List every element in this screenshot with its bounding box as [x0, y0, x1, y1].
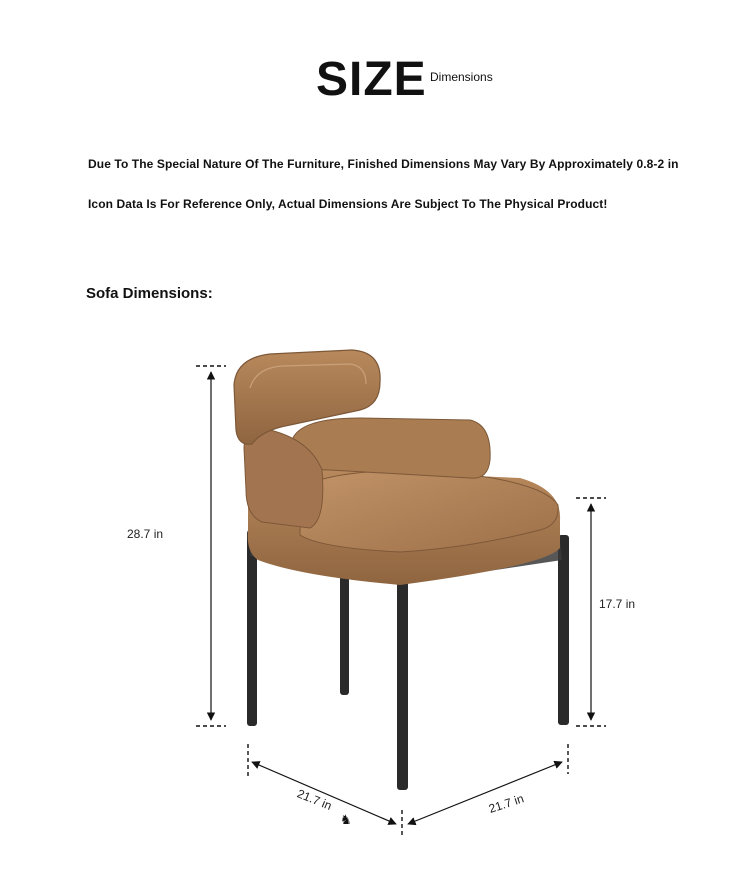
note-reference: Icon Data Is For Reference Only, Actual Dimensions Are Subject To The Physical Product! — [88, 197, 608, 211]
page-subtitle: Dimensions — [430, 70, 493, 84]
note-variation: Due To The Special Nature Of The Furniture, Finished Dimensions May Vary By Approximately 0.8-2 in — [88, 157, 679, 171]
width-dimension — [248, 744, 402, 838]
seat-height-dimension — [576, 498, 635, 726]
chair-icon — [234, 350, 569, 790]
chair-leg-front-middle — [397, 580, 408, 790]
seat-height-label: 17.7 in — [599, 597, 636, 611]
section-label: Sofa Dimensions: — [86, 285, 213, 302]
chair-leg-front-left — [247, 530, 257, 726]
height-label: 28.7 in — [127, 527, 164, 541]
height-dimension — [127, 366, 226, 726]
chair-small-icon: ♞ — [340, 812, 352, 827]
width-label: 21.7 in — [295, 786, 334, 813]
chair-leg-right — [558, 535, 569, 725]
page-title: SIZE — [316, 53, 427, 106]
depth-label: 21.7 in — [486, 791, 526, 816]
chair-leg-back-left — [340, 575, 349, 695]
depth-dimension — [408, 744, 568, 824]
